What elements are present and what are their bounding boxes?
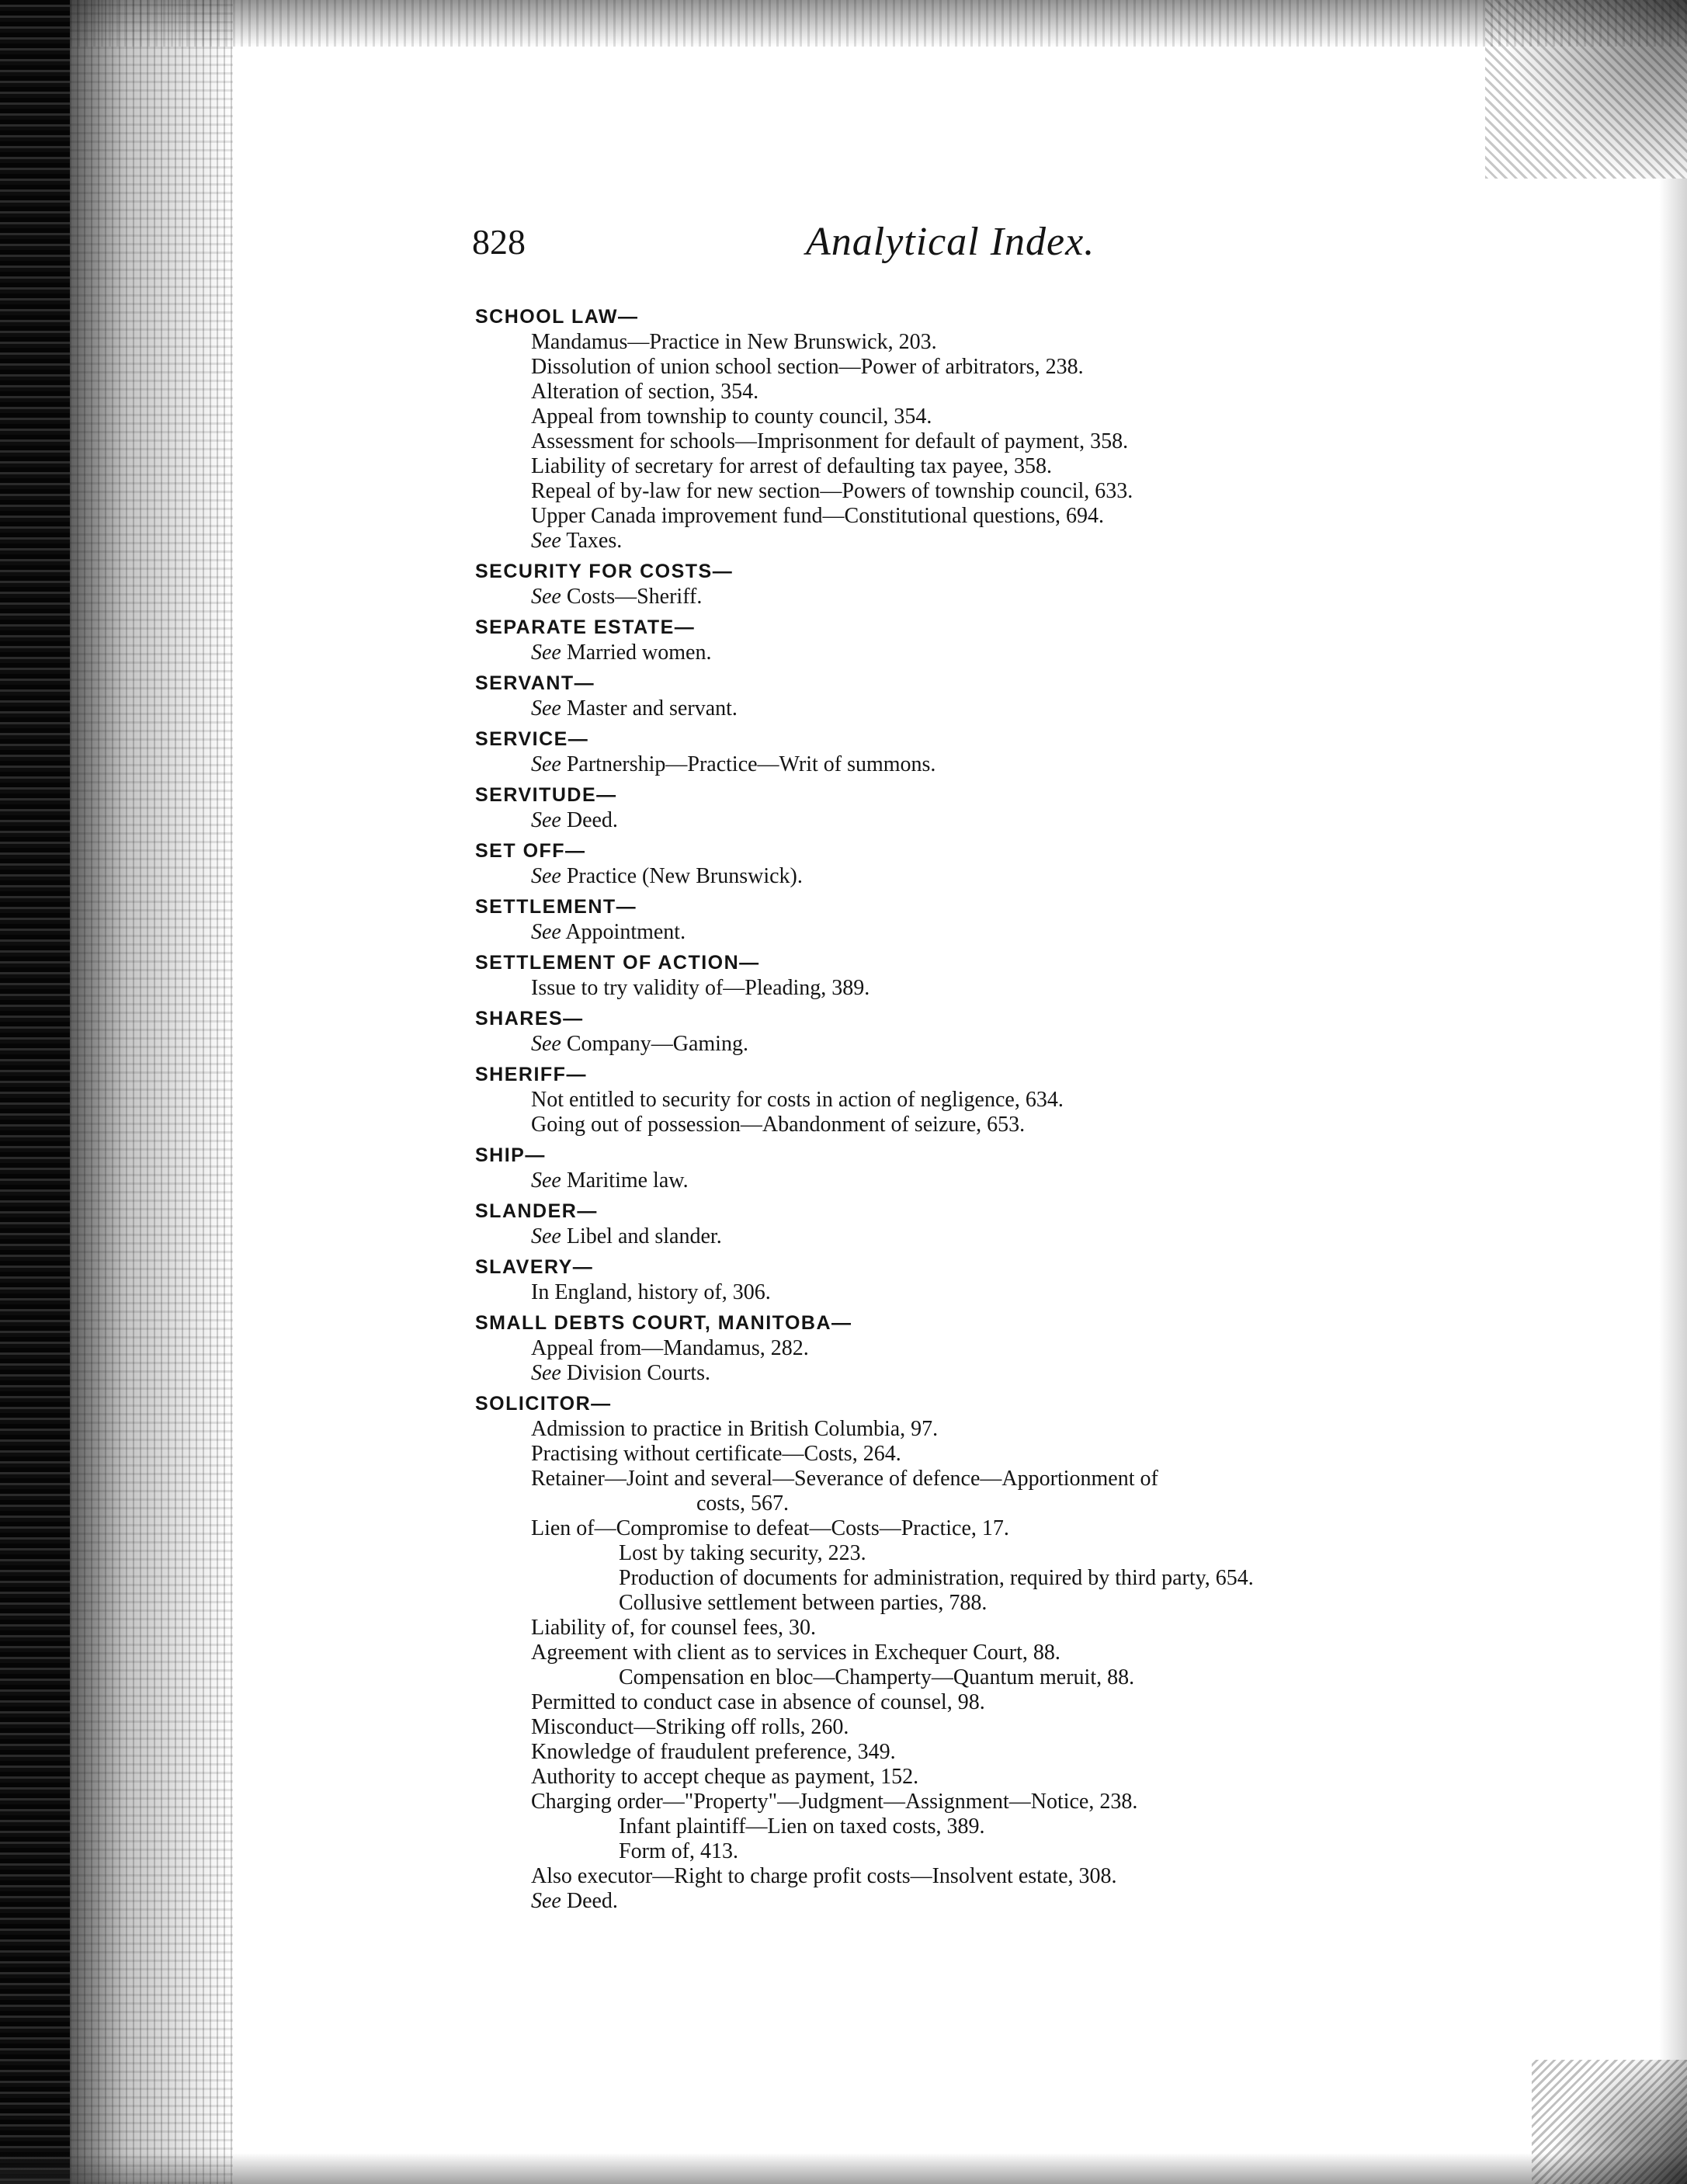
index-subentry <box>475 1491 1500 1516</box>
scan-left-edge <box>0 0 70 2184</box>
index-subentry <box>475 380 1500 405</box>
index-subentry <box>475 1336 1500 1361</box>
index-subentry <box>475 1591 1500 1616</box>
index-subentry <box>475 1790 1500 1814</box>
see-reference <box>475 1889 1500 1914</box>
subentry-text: Infant plaintiff—Lien on taxed costs, 389. <box>619 1814 985 1839</box>
index-subentry <box>475 504 1500 529</box>
see-label: See <box>531 1224 561 1248</box>
subentry-text: costs, 567. <box>696 1491 789 1516</box>
index-heading: SLANDER— <box>475 1200 598 1222</box>
index-entry <box>475 559 1500 609</box>
index-subentry <box>475 1541 1500 1566</box>
subentry-text: Compensation en bloc—Champerty—Quantum meruit, 88. <box>619 1665 1135 1689</box>
subentry-text: Permitted to conduct case in absence of counsel, 98. <box>531 1690 985 1714</box>
subentry-text: Deed. <box>561 1889 618 1913</box>
index-heading: SCHOOL LAW— <box>475 306 639 328</box>
see-label: See <box>531 1361 561 1385</box>
see-label: See <box>531 641 561 665</box>
index-heading: SECURITY FOR COSTS— <box>475 561 734 582</box>
subentry-text: Deed. <box>561 808 618 832</box>
scan-top-edge <box>0 0 1687 47</box>
see-reference <box>475 696 1500 721</box>
index-subentry <box>475 454 1500 479</box>
subentry-text: Charging order—"Property"—Judgment—Assignment—Notice, 238. <box>531 1790 1138 1814</box>
index-entry <box>475 839 1500 889</box>
index-entry <box>475 783 1500 833</box>
index-entry <box>475 1006 1500 1057</box>
subentry-text: Collusive settlement between parties, 788. <box>619 1591 988 1615</box>
scan-top-right-corner <box>1485 0 1687 179</box>
page-header <box>472 219 1248 273</box>
see-label: See <box>531 1168 561 1193</box>
index-heading: SHIP— <box>475 1144 546 1166</box>
see-reference <box>475 585 1500 609</box>
scan-right-edge <box>1659 179 1687 2184</box>
see-reference <box>475 808 1500 833</box>
see-label: See <box>531 529 561 553</box>
see-reference <box>475 1361 1500 1386</box>
subentry-text: Not entitled to security for costs in action of negligence, 634. <box>531 1088 1064 1112</box>
index-heading: SET OFF— <box>475 840 586 862</box>
index-subentry <box>475 1641 1500 1665</box>
index-subentry <box>475 405 1500 429</box>
index-heading: SOLICITOR— <box>475 1393 612 1415</box>
index-subentry <box>475 1280 1500 1305</box>
see-reference <box>475 529 1500 554</box>
subentry-text: Master and servant. <box>561 696 738 720</box>
index-subentry <box>475 1467 1500 1491</box>
index-entry <box>475 304 1500 554</box>
subentry-text: Partnership—Practice—Writ of summons. <box>561 752 936 776</box>
subentry-text: Appeal from township to county council, 354. <box>531 405 932 429</box>
subentry-text: Issue to try validity of—Pleading, 389. <box>531 976 870 1000</box>
scan-left-shadow <box>70 0 233 2184</box>
subentry-text: Production of documents for administration, required by third party, 654. <box>619 1566 1254 1590</box>
index-subentry <box>475 330 1500 355</box>
see-label: See <box>531 1032 561 1056</box>
index-subentry <box>475 355 1500 380</box>
subentry-text: Company—Gaming. <box>561 1032 748 1056</box>
subentry-text: Repeal of by-law for new section—Powers of township council, 633. <box>531 479 1133 503</box>
see-reference <box>475 920 1500 945</box>
subentry-text: Liability of secretary for arrest of defaulting tax payee, 358. <box>531 454 1052 478</box>
index-entry <box>475 1143 1500 1193</box>
subentry-text: In England, history of, 306. <box>531 1280 771 1304</box>
subentry-text: Agreement with client as to services in Exchequer Court, 88. <box>531 1641 1060 1665</box>
index-subentry <box>475 1839 1500 1864</box>
subentry-text: Alteration of section, 354. <box>531 380 759 404</box>
see-label: See <box>531 752 561 776</box>
index-heading: SETTLEMENT OF ACTION— <box>475 952 760 974</box>
index-subentry <box>475 1516 1500 1541</box>
subentry-text: Appeal from—Mandamus, 282. <box>531 1336 809 1360</box>
subentry-text: Costs—Sheriff. <box>561 585 703 609</box>
subentry-text: Admission to practice in British Columbia, 97. <box>531 1417 939 1441</box>
index-subentry <box>475 1417 1500 1442</box>
subentry-text: Taxes. <box>561 529 623 553</box>
index-heading: SERVICE— <box>475 728 589 750</box>
index-subentry <box>475 429 1500 454</box>
see-label: See <box>531 864 561 888</box>
see-label: See <box>531 1889 561 1913</box>
index-subentry <box>475 479 1500 504</box>
subentry-text: Misconduct—Striking off rolls, 260. <box>531 1715 849 1739</box>
subentry-text: Upper Canada improvement fund—Constitutional questions, 694. <box>531 504 1105 528</box>
index-entry <box>475 1255 1500 1305</box>
see-reference <box>475 1168 1500 1193</box>
index-subentry <box>475 1715 1500 1740</box>
subentry-text: Maritime law. <box>561 1168 689 1193</box>
index-heading: SMALL DEBTS COURT, MANITOBA— <box>475 1312 852 1334</box>
see-label: See <box>531 585 561 609</box>
index-subentry <box>475 1665 1500 1690</box>
see-label: See <box>531 920 561 944</box>
index-subentry <box>475 1566 1500 1591</box>
see-label: See <box>531 808 561 832</box>
index-heading: SERVITUDE— <box>475 784 617 806</box>
index-entry <box>475 950 1500 1001</box>
index-subentry <box>475 976 1500 1001</box>
subentry-text: Practising without certificate—Costs, 264. <box>531 1442 901 1466</box>
index-heading: SEPARATE ESTATE— <box>475 616 696 638</box>
index-heading: SETTLEMENT— <box>475 896 637 918</box>
see-reference <box>475 1224 1500 1249</box>
see-reference <box>475 864 1500 889</box>
index-subentry <box>475 1442 1500 1467</box>
index-heading: SERVANT— <box>475 672 595 694</box>
see-reference <box>475 752 1500 777</box>
index-heading: SHERIFF— <box>475 1064 587 1085</box>
index-subentry <box>475 1113 1500 1137</box>
subentry-text: Married women. <box>561 641 712 665</box>
see-label: See <box>531 696 561 720</box>
running-title: Analytical Index. <box>806 220 1095 264</box>
index-entry <box>475 894 1500 945</box>
subentry-text: Going out of possession—Abandonment of seizure, 653. <box>531 1113 1026 1137</box>
index-entry <box>475 1391 1500 1914</box>
index-subentry <box>475 1088 1500 1113</box>
subentry-text: Knowledge of fraudulent preference, 349. <box>531 1740 896 1764</box>
see-reference <box>475 1032 1500 1057</box>
subentry-text: Libel and slander. <box>561 1224 722 1248</box>
subentry-text: Retainer—Joint and several—Severance of defence—Apportionment of <box>531 1467 1158 1491</box>
index-entry <box>475 615 1500 665</box>
index-subentry <box>475 1690 1500 1715</box>
index-heading: SLAVERY— <box>475 1256 594 1278</box>
subentry-text: Mandamus—Practice in New Brunswick, 203. <box>531 330 937 354</box>
subentry-text: Appointment. <box>561 920 686 944</box>
scan-bottom-edge <box>0 2153 1687 2184</box>
subentry-text: Lien of—Compromise to defeat—Costs—Practice, 17. <box>531 1516 1009 1540</box>
subentry-text: Form of, 413. <box>619 1839 738 1863</box>
index-entry <box>475 1199 1500 1249</box>
index-subentry <box>475 1765 1500 1790</box>
subentry-text: Assessment for schools—Imprisonment for default of payment, 358. <box>531 429 1129 453</box>
index-entry <box>475 1311 1500 1386</box>
index-subentry <box>475 1616 1500 1641</box>
subentry-text: Liability of, for counsel fees, 30. <box>531 1616 817 1640</box>
subentry-text: Dissolution of union school section—Power of arbitrators, 238. <box>531 355 1084 379</box>
page-number: 828 <box>472 222 526 262</box>
index-entry <box>475 1062 1500 1137</box>
index-entry <box>475 727 1500 777</box>
subentry-text: Division Courts. <box>561 1361 710 1385</box>
index-heading: SHARES— <box>475 1008 584 1030</box>
scan-bottom-right-corner <box>1532 2060 1687 2184</box>
subentry-text: Also executor—Right to charge profit costs—Insolvent estate, 308. <box>531 1864 1117 1888</box>
subentry-text: Authority to accept cheque as payment, 152. <box>531 1765 919 1789</box>
analytical-index <box>475 304 1500 1919</box>
index-subentry <box>475 1814 1500 1839</box>
index-subentry <box>475 1740 1500 1765</box>
index-entry <box>475 671 1500 721</box>
index-subentry <box>475 1864 1500 1889</box>
subentry-text: Lost by taking security, 223. <box>619 1541 866 1565</box>
subentry-text: Practice (New Brunswick). <box>561 864 803 888</box>
see-reference <box>475 641 1500 665</box>
